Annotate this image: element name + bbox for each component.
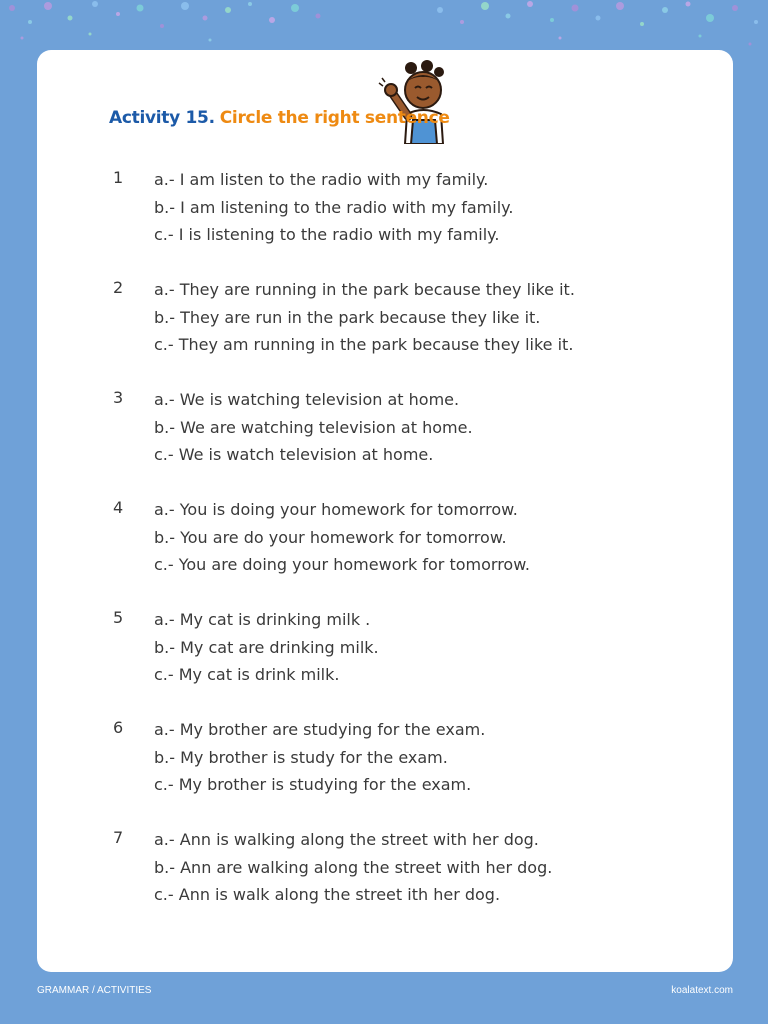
- question-number: 6: [113, 718, 124, 737]
- question-number: 5: [113, 608, 124, 627]
- option-a[interactable]: a.- I am listen to the radio with my family.: [154, 170, 489, 189]
- question-4: [37, 496, 733, 606]
- answer-options: [154, 166, 513, 249]
- option-a[interactable]: a.- Ann is walking along the street with her dog.: [154, 830, 539, 849]
- activity-title: [109, 108, 450, 128]
- option-a[interactable]: a.- They are running in the park because they like it.: [154, 280, 575, 299]
- answer-options: [154, 606, 379, 689]
- question-number: 4: [113, 498, 124, 517]
- footer-section-label: GRAMMAR / ACTIVITIES: [37, 985, 152, 996]
- question-number: 3: [113, 388, 124, 407]
- option-b[interactable]: b.- My cat are drinking milk.: [154, 637, 379, 657]
- question-list: [37, 166, 733, 936]
- option-b[interactable]: b.- I am listening to the radio with my family.: [154, 197, 514, 217]
- option-b[interactable]: b.- They are run in the park because they like it.: [154, 307, 541, 327]
- worksheet-card: [37, 50, 733, 972]
- answer-options: [154, 386, 473, 469]
- option-b[interactable]: b.- We are watching television at home.: [154, 417, 473, 437]
- option-c[interactable]: c.- My cat is drink milk.: [154, 665, 340, 684]
- question-1: [37, 166, 733, 276]
- option-b[interactable]: b.- My brother is study for the exam.: [154, 747, 448, 767]
- option-a[interactable]: a.- My cat is drinking milk .: [154, 610, 371, 629]
- option-a[interactable]: a.- You is doing your homework for tomorrow.: [154, 500, 518, 519]
- question-5: [37, 606, 733, 716]
- question-number: 7: [113, 828, 124, 847]
- option-c[interactable]: c.- Ann is walk along the street ith her dog.: [154, 885, 501, 904]
- footer-website-link[interactable]: koalatext.com: [671, 985, 733, 996]
- answer-options: [154, 276, 575, 359]
- waving-child-mascot-icon: [375, 58, 465, 144]
- question-number: 2: [113, 278, 124, 297]
- question-7: [37, 826, 733, 936]
- option-c[interactable]: c.- I is listening to the radio with my family.: [154, 225, 500, 244]
- question-2: [37, 276, 733, 386]
- option-c[interactable]: c.- My brother is studying for the exam.: [154, 775, 472, 794]
- option-a[interactable]: a.- We is watching television at home.: [154, 390, 460, 409]
- question-3: [37, 386, 733, 496]
- answer-options: [154, 496, 530, 579]
- option-b[interactable]: b.- Ann are walking along the street with her dog.: [154, 857, 553, 877]
- option-c[interactable]: c.- You are doing your homework for tomorrow.: [154, 555, 530, 574]
- question-number: 1: [113, 168, 124, 187]
- option-c[interactable]: c.- They am running in the park because they like it.: [154, 335, 574, 354]
- answer-options: [154, 826, 552, 909]
- answer-options: [154, 716, 485, 799]
- activity-number: Activity 15.: [109, 108, 215, 128]
- option-c[interactable]: c.- We is watch television at home.: [154, 445, 434, 464]
- question-6: [37, 716, 733, 826]
- option-b[interactable]: b.- You are do your homework for tomorrow.: [154, 527, 507, 547]
- option-a[interactable]: a.- My brother are studying for the exam.: [154, 720, 486, 739]
- activity-instruction: Circle the right sentence: [219, 108, 450, 128]
